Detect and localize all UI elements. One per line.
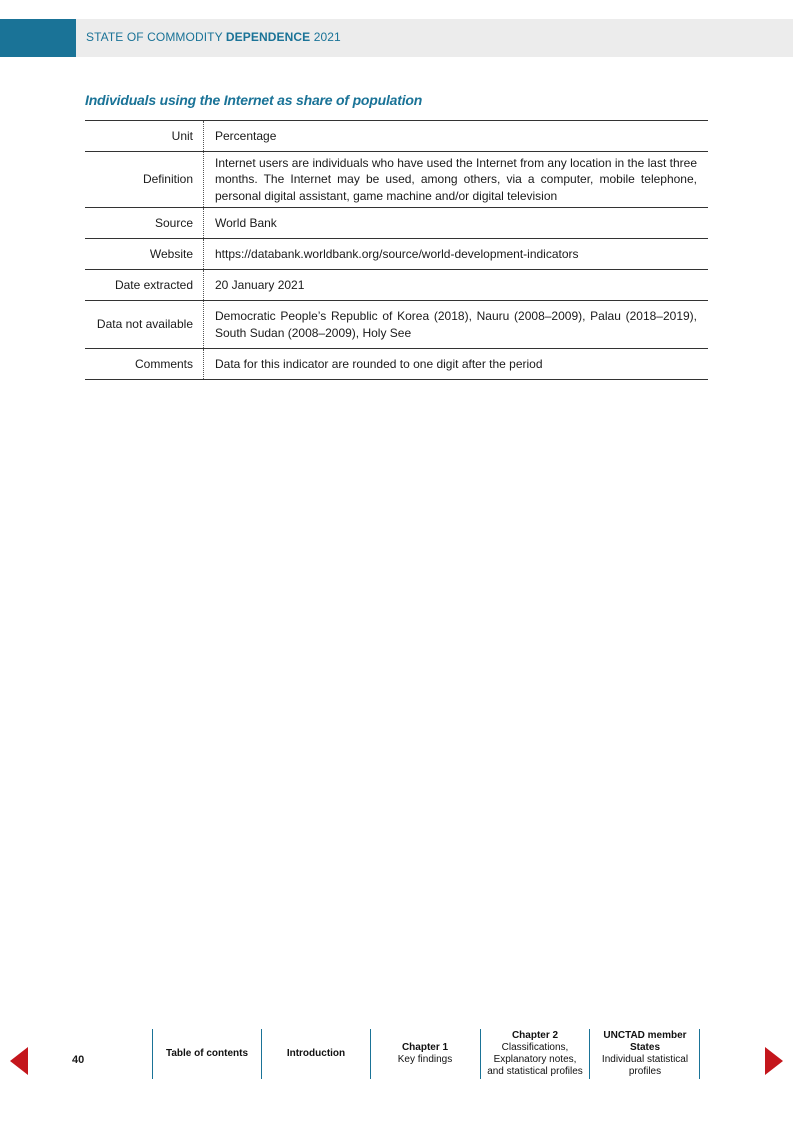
nav-chapter-2[interactable]: [484, 1029, 586, 1079]
website-link[interactable]: https://databank.worldbank.org/source/world-development-indicators: [215, 246, 579, 261]
row-value: 20 January 2021: [215, 277, 305, 292]
section-title: Individuals using the Internet as share of population: [85, 92, 423, 108]
nav-introduction[interactable]: [262, 1029, 370, 1079]
nav-title: Table of contents: [165, 1048, 249, 1059]
nav-table-of-contents[interactable]: [153, 1029, 261, 1079]
row-value: World Bank: [215, 215, 277, 230]
table-row: [85, 349, 708, 380]
header-title: STATE OF COMMODITY DEPENDENCE 2021: [86, 30, 341, 44]
nav-divider: [480, 1029, 481, 1079]
row-label: Definition: [85, 152, 204, 208]
nav-divider: [699, 1029, 700, 1079]
nav-subtitle: Individual statistical profiles: [601, 1054, 689, 1077]
row-value: Internet users are individuals who have used the Internet from any location in the last three months. The Internet may be used, among others, via a computer, mobile telephone, personal digital assistant, game machine and/or digital television: [215, 155, 697, 203]
row-label: Unit: [85, 121, 204, 152]
row-label: Date extracted: [85, 270, 204, 301]
row-value: Democratic People’s Republic of Korea (2018), Nauru (2008–2009), Palau (2018–2019), South Sudan (2008–2009), Holy See: [215, 309, 697, 340]
table-row: [85, 239, 708, 270]
next-page-arrow-icon[interactable]: [765, 1047, 783, 1075]
row-value: Data for this indicator are rounded to one digit after the period: [215, 356, 543, 371]
nav-title: Chapter 2: [511, 1030, 559, 1041]
nav-subtitle: Classifications, Explanatory notes, and statistical profiles: [487, 1042, 583, 1077]
row-label: Data not available: [85, 301, 204, 349]
nav-unctad-member-states[interactable]: [590, 1029, 700, 1079]
row-label: Source: [85, 208, 204, 239]
table-row: [85, 152, 708, 208]
table-row: [85, 270, 708, 301]
row-label: Comments: [85, 349, 204, 380]
row-value: Percentage: [215, 128, 277, 143]
row-label: Website: [85, 239, 204, 270]
table-row: [85, 208, 708, 239]
table-row: [85, 301, 708, 349]
nav-subtitle: Key findings: [397, 1054, 453, 1065]
nav-chapter-1[interactable]: [371, 1029, 479, 1079]
nav-title: Chapter 1: [401, 1042, 449, 1053]
previous-page-arrow-icon[interactable]: [10, 1047, 28, 1075]
nav-title: UNCTAD member States: [603, 1030, 687, 1053]
table-row: [85, 121, 708, 152]
page-number: 40: [72, 1054, 85, 1066]
header-color-block: [0, 19, 76, 57]
metadata-table: [85, 120, 708, 380]
nav-title: Introduction: [286, 1048, 346, 1059]
